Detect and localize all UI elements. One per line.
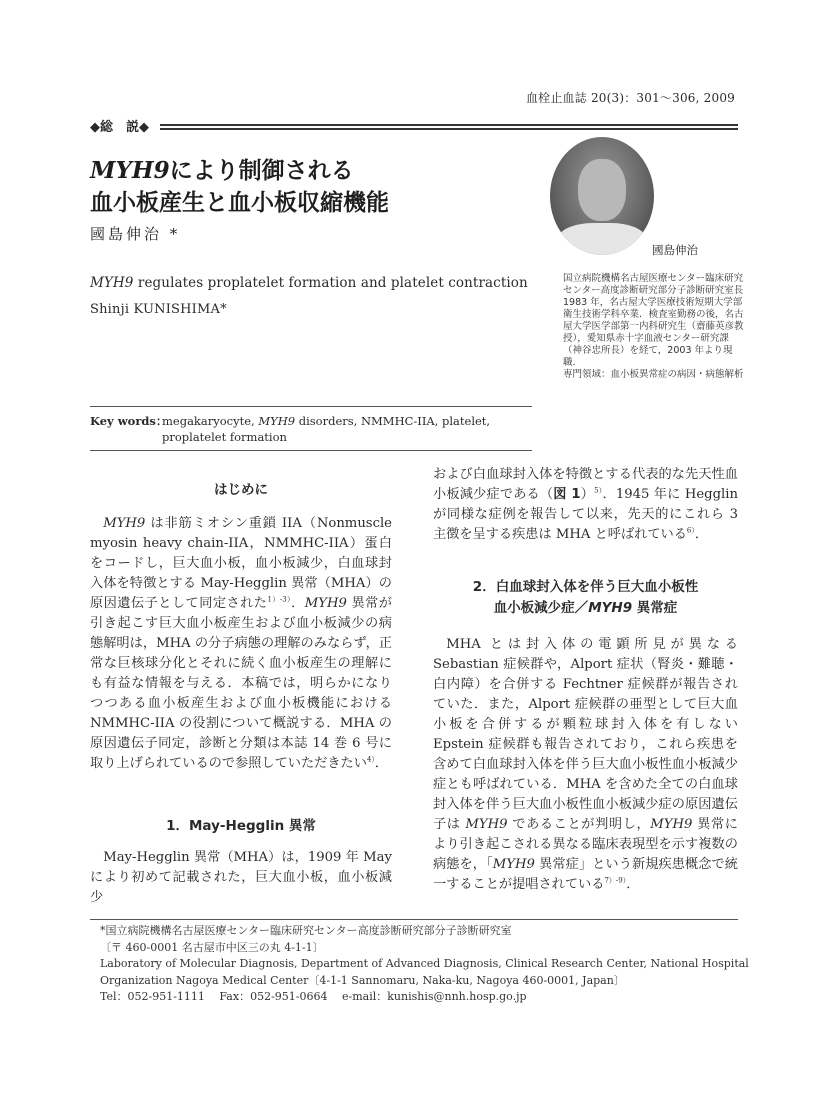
citation-1-3: 1）-3） [267,595,292,604]
keywords-rule-bottom [90,450,532,451]
continued-paragraph: および白血球封入体を特徴とする代表的な先天性血小板減少症である（図 1）$^{5)}$．1945 年に Hegglin が同様な症例を報告して以来，先天的にこれら 3 主徴を呈する疾患は MHA と呼ばれている$^{6)}$． [433,467,738,542]
intro-paragraph: MYH9 は非筋ミオシン重鎖 IIA（Nonmuscle myosin heavy chain-IIA，NMMHC-IIA）蛋白をコードし，巨大血小板，血小板減少，白血球封入体を特徴とする May-Hegglin 異常（MHA）の原因遺伝子として同定された$^{1)-3)}$．MYH9 異常が引き起こす巨大血小板産生および血小板減少の病態解明は，MHA の分子病態の理解のみならず，正常な巨核球分化とそれに続く血小板産生の理解にも有益な情報を与える．本稿では，明らかになりつつある血小板産生および血小板機能における NMMHC-IIA の役割について概説する．MHA の原因遺伝子同定，診断と分類は本誌 14 巻 6 号に取り上げられているので参照していただきたい$^{4)}$． [90,516,392,771]
title-line1: により制御される [169,158,354,184]
left-column [90,480,392,908]
sec2-gene-3: MYH9 [492,857,535,872]
heading-2-gene: MYH9 [588,600,633,616]
heading-section-2 [433,577,738,619]
author-japanese: 國島伸治 * [90,225,181,243]
article-title [90,155,389,219]
figure-reference: 図 1 [553,487,581,502]
sec2-gene-2: MYH9 [650,817,693,832]
english-title-gene: MYH9 [90,275,134,291]
continued-text-2: ．1945 年に Hegglin が同様な症例を報告して以来，先天的にこれら 3 主徴を呈する疾患は MHA と呼ばれている [433,487,738,542]
keywords-label: Key words： [90,414,168,428]
footer-rule [90,919,738,920]
section-divider [160,124,738,130]
citation-5: 5） [594,486,603,495]
footer-affiliation-jp: *国立病院機構名古屋医療センター臨床研究センター高度診断研究部分子診断研究室 [100,924,512,937]
english-title-text: regulates proplatelet formation and platelet contraction [133,275,528,291]
title-line2: 血小板産生と血小板収縮機能 [90,190,389,216]
footer-contact: Tel：052-951-1111 Fax：052-951-0664 e-mail：kunishis@nnh.hosp.go.jp [100,990,527,1003]
keywords-part1: megakaryocyte, [162,414,259,428]
photo-caption: 國島伸治 [652,243,698,257]
heading-introduction: はじめに [214,482,268,498]
bio-career: 1983 年，名古屋大学医療技術短期大学部衛生技術学科卒業．検査室勤務の後，名古屋大学医学部第一内科研究生（齋藤英彦教授），愛知県赤十字血液センター研究課（神谷忠所長）を経て，2003 年より現職． [563,297,744,368]
sec2-text-c: 異常により引き起こされる異なる臨床表現型を示す複数の病態を，「 [433,817,738,872]
footer-affiliation-en: Laboratory of Molecular Diagnosis, Department of Advanced Diagnosis, Clinical Research Center, National Hospital [100,957,749,970]
continued-text: および白血球封入体を特徴とする代表的な先天性血小板減少症である（ [433,467,738,502]
author-bio [563,273,745,381]
sec2-gene-1: MYH9 [465,817,508,832]
heading-2-line2-end: 異常症 [632,600,678,616]
footer-address-en: Organization Nagoya Medical Center〔4-1-1 Sannomaru, Naka-ku, Nagoya 460-0001, Japan〕 [100,973,625,987]
author-face [578,159,626,221]
bio-affiliation: 国立病院機構名古屋医療センター臨床研究センター高度診断研究部分子診断研究室長 [563,273,744,296]
mha-paragraph: May-Hegglin 異常（MHA）は，1909 年 May により初めて記載された，巨大血小板，血小板減少 [90,850,392,905]
affiliation-footer [100,923,749,1006]
english-title [90,275,528,291]
citation-4: 4） [366,755,375,764]
author-shirt [558,223,646,255]
section-label: ◆総 説◆ [90,120,149,135]
section-2-paragraph: MHA とは封入体の電顕所見が異なる Sebastian 症候群や，Alport 症状（腎炎・難聴・白内障）を合併する Fechtner 症候群が報告されていた．また，Alport 症候群の亜型として巨大血小板を合併するが顆粒球封入体を有しない Epstein 症候群も報告されており，これら疾患を含めて白血球封入体を伴う巨大血小板性血小板減少症とも呼ばれている．MHA を含めた全ての白血球封入体を伴う巨大血小板性血小板減少症の原因遺伝子は MYH9 であることが判明し，MYH9 異常により引き起こされる異なる臨床表現型を示す複数の病態を，「MYH9 異常症」という新規疾患概念で統一することが提唱されている$^{7)-9)}$． [433,637,738,892]
intro-gene: MYH9 [103,516,146,531]
heading-2-line2: 血小板減少症／ [493,600,589,616]
journal-reference: 血栓止血誌 20(3)：301〜306, 2009 [525,91,735,105]
citation-7-9: 7）-9） [604,876,627,885]
author-photo [550,137,654,255]
title-gene-name: MYH9 [90,157,170,184]
heading-2-line1: 2．白血球封入体を伴う巨大血小板性 [472,579,699,595]
keywords-gene: MYH9 [258,414,296,428]
english-author: Shinji KUNISHIMA* [90,302,227,317]
right-column [433,465,738,895]
intro-gene-2: MYH9 [304,596,347,611]
keywords-rule-top [90,406,532,407]
sec2-text-a: MHA とは封入体の電顕所見が異なる Sebastian 症候群や，Alport 症状（腎炎・難聴・白内障）を合併する Fechtner 症候群が報告されていた．また，Alport 症候群の亜型として巨大血小板を合併するが顆粒球封入体を有しない Epstein 症候群も報告されており，これら疾患を含めて白血球封入体を伴う巨大血小板性血小板減少症とも呼ばれている．MHA を含めた全ての白血球封入体を伴う巨大血小板性血小板減少症の原因遺伝子は [433,637,738,832]
heading-section-1: 1．May-Hegglin 異常 [166,818,316,834]
bio-specialty: 専門領域：血小板異常症の病因・病態解析 [563,369,744,380]
keywords-part2: disorders, NMMHC-IIA, platelet, proplatelet formation [162,414,491,444]
sec2-text-d: 異常症」という新規疾患概念で統一することが提唱されている [433,857,738,892]
intro-text-1: は非筋ミオシン重鎖 IIA（Nonmuscle myosin heavy chain-IIA，NMMHC-IIA）蛋白をコードし，巨大血小板，血小板減少，白血球封入体を特徴とする May-Hegglin 異常（MHA）の原因遺伝子として同定された [90,516,392,611]
keywords-text [162,413,522,445]
citation-6: 6） [686,526,695,535]
sec2-text-b: であることが判明し， [507,817,651,832]
intro-text-2: 異常が引き起こす巨大血小板産生および血小板減少の病態解明は，MHA の分子病態の理解のみならず，正常な巨核球分化とそれに続く血小板産生の理解にも有益な情報を与える．本稿では，明らかになりつつある血小板産生および血小板機能における NMMHC-IIA の役割について概説する．MHA の原因遺伝子同定，診断と分類は本誌 14 巻 6 号に取り上げられているので参照していただきたい [90,596,392,771]
footer-address-jp: 〔〒 460-0001 名古屋市中区三の丸 4-1-1〕 [100,940,324,954]
